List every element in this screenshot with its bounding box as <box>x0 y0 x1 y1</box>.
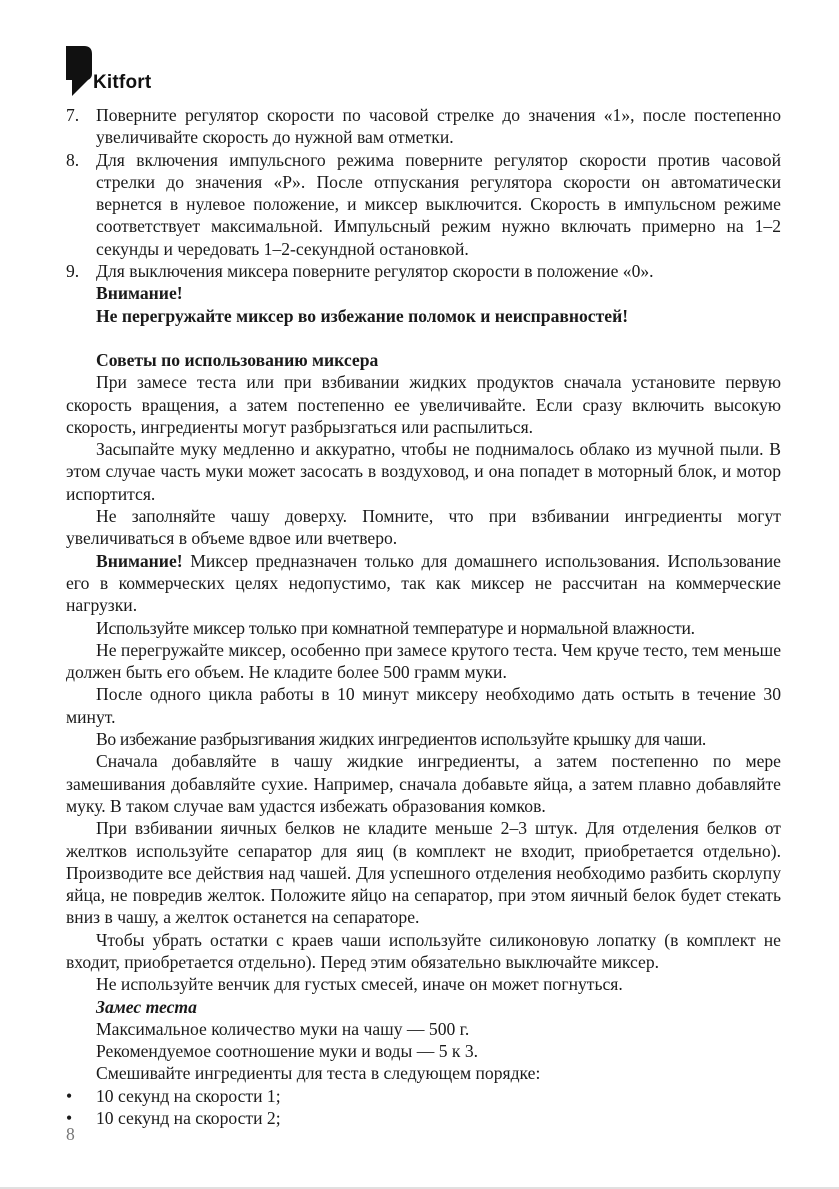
bullet-icon: • <box>66 1108 73 1129</box>
bullet-text: 10 секунд на скорости 1; <box>96 1085 281 1106</box>
tip-paragraph: Не заполняйте чашу доверху. Помните, что при взбивании ингредиенты могут увеличиваться в объеме вдвое или вчетверо. <box>66 506 781 549</box>
dough-line: Рекомендуемое соотношение муки и воды — 5 к 3. <box>96 1041 479 1062</box>
section-heading-dough: Замес теста <box>96 996 197 1017</box>
tip-paragraph-warning <box>66 550 781 617</box>
dough-line: Смешивайте ингредиенты для теста в следующем порядке: <box>96 1063 541 1084</box>
warning-text: Не перегружайте миксер во избежание поломок и неисправностей! <box>96 305 629 326</box>
bullet-icon: • <box>66 1085 73 1106</box>
tip-paragraph: При взбивании яичных белков не кладите меньше 2–3 штук. Для отделения белков от желтков используйте сепаратор для яиц (в комплект не входит, приобретается отдельно). Производите все действия над чашей. Для успешного отделения необходимо разбить скорлупу яйца, не повредив желток. Положите яйцо на сепаратор, при этом яичный белок будет стекать вниз в чашу, а желток останется на сепараторе. <box>66 818 781 928</box>
tip-paragraph: Во избежание разбрызгивания жидких ингредиентов используйте крышку для чаши. <box>96 729 706 750</box>
tip-paragraph: Чтобы убрать остатки с краев чаши используйте силиконовую лопатку (в комплект не входит, приобретается отдельно). Перед этим обязательно выключайте миксер. <box>66 929 781 972</box>
dough-line: Максимальное количество муки на чашу — 500 г. <box>96 1018 470 1039</box>
tip-paragraph: Засыпайте муку медленно и аккуратно, чтобы не поднималось облако из мучной пыли. В этом случае часть муки может засосать в воздуховод, и она попадет в моторный блок, и мотор испортится. <box>66 439 781 504</box>
spacer <box>66 327 781 349</box>
bullet-text: 10 секунд на скорости 2; <box>96 1108 281 1129</box>
step-number: 7. <box>66 105 80 125</box>
step-text: Для выключения миксера поверните регулятор скорости в положение «0». <box>96 261 654 282</box>
step-item <box>66 260 781 282</box>
brand-name: Kitfort <box>93 72 152 93</box>
brand-logo <box>66 46 226 98</box>
dough-bullet-item <box>66 1085 781 1107</box>
section-heading-tips: Советы по использованию миксера <box>96 349 379 370</box>
tip-paragraph: Не используйте венчик для густых смесей, иначе он может погнуться. <box>96 974 623 995</box>
kitfort-logo-icon <box>66 46 92 96</box>
page-number: 8 <box>66 1124 75 1144</box>
step-item <box>66 149 781 260</box>
step-text: Поверните регулятор скорости по часовой стрелке до значения «1», после постепенно увеличивайте скорость до нужной вам отметки. <box>96 105 781 148</box>
inline-warning-label: Внимание! <box>96 550 183 571</box>
page-content <box>66 104 781 1129</box>
step-number: 8. <box>66 149 80 170</box>
tip-paragraph: Не перегружайте миксер, особенно при замесе крутого теста. Чем круче тесто, тем меньше должен быть его объем. Не кладите более 500 грамм муки. <box>66 639 781 683</box>
step-number: 9. <box>66 261 80 282</box>
tip-paragraph: Используйте миксер только при комнатной температуре и нормальной влажности. <box>96 617 695 638</box>
tip-paragraph: После одного цикла работы в 10 минут миксеру необходимо дать остыть в течение 30 минут. <box>66 684 781 727</box>
inline-warning-text: Миксер предназначен только для домашнего использования. Использование его в коммерческих целях недопустимо, так как миксер не рассчитан на коммерческие нагрузки. <box>66 550 781 616</box>
step-text: Для включения импульсного режима поверните регулятор скорости против часовой стрелки до значения «P». После отпускания регулятора скорости он автоматически вернется в нулевое положение, и миксер выключится. Скорость в импульсном режиме соответствует максимальной. Импульсный режим нужно включать примерно на 1–2 секунды и чередовать 1–2-секундной остановкой. <box>96 149 781 259</box>
dough-bullet-item <box>66 1107 781 1129</box>
step-item <box>66 104 781 149</box>
warning-title: Внимание! <box>96 283 183 304</box>
tip-paragraph: При замесе теста или при взбивании жидких продуктов сначала установите первую скорость вращения, а затем постепенно ее увеличивайте. Если сразу включить высокую скорость, ингредиенты могут разбрызгаться или распылиться. <box>66 372 781 437</box>
tip-paragraph: Сначала добавляйте в чашу жидкие ингредиенты, а затем постепенно по мере замешивания добавляйте сухие. Например, сначала добавьте яйца, а затем плавно добавляйте муку. В таком случае вам удастся избежать образования комков. <box>66 751 781 816</box>
